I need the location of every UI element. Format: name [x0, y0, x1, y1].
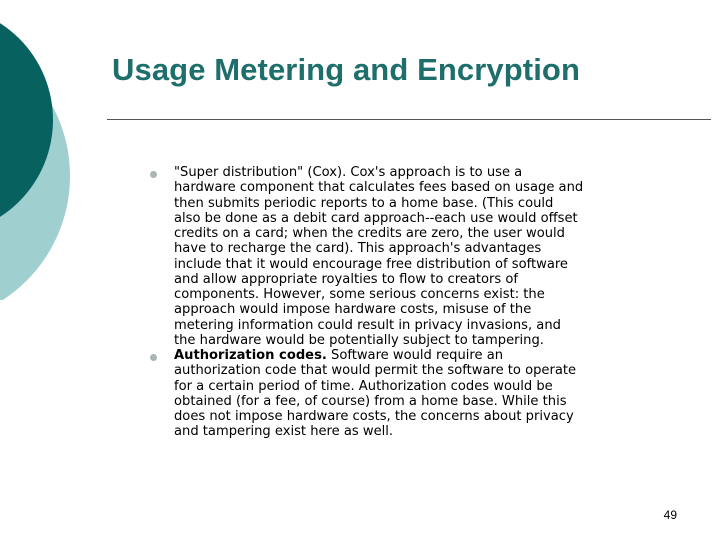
bullet-body: (Cox). Cox's approach is to use a hardware component that calculates fees based on usage and then submits periodic reports to a home base. (This could also be done as a debit card approach--each use would offset credits on a card; when the credits are zero, the user would have to recharge the card). This approach's advantages include that it would encourage free distribution of software and allow appropriate royalties to flow to creators of components. However, some serious concerns exist: the approach would impose hardware costs, misuse of the metering information could result in privacy invasions, and the hardware would be potentially subject to tampering. — [174, 165, 584, 348]
bullet-lead: "Super distribution" — [174, 165, 304, 180]
bullet-dot-icon — [150, 354, 157, 361]
bullet-text — [174, 165, 710, 348]
bullet-item — [150, 348, 710, 440]
decorative-circles — [0, 0, 80, 300]
bullet-list — [150, 165, 710, 440]
page-number: 49 — [663, 508, 677, 522]
bullet-body: Software would require an authorization code that would permit the software to operate for a certain period of time. Authorization codes would be obtained (for a fee, of course) from a home base. While this does not impose hardware costs, the concerns about privacy and tampering exist here as well. — [174, 348, 577, 440]
bullet-dot-icon — [150, 171, 157, 178]
bullet-item — [150, 165, 710, 348]
bullet-text — [174, 348, 710, 440]
bullet-lead: Authorization codes. — [174, 348, 327, 363]
title-divider — [107, 119, 711, 120]
slide-title: Usage Metering and Encryption — [112, 52, 580, 87]
